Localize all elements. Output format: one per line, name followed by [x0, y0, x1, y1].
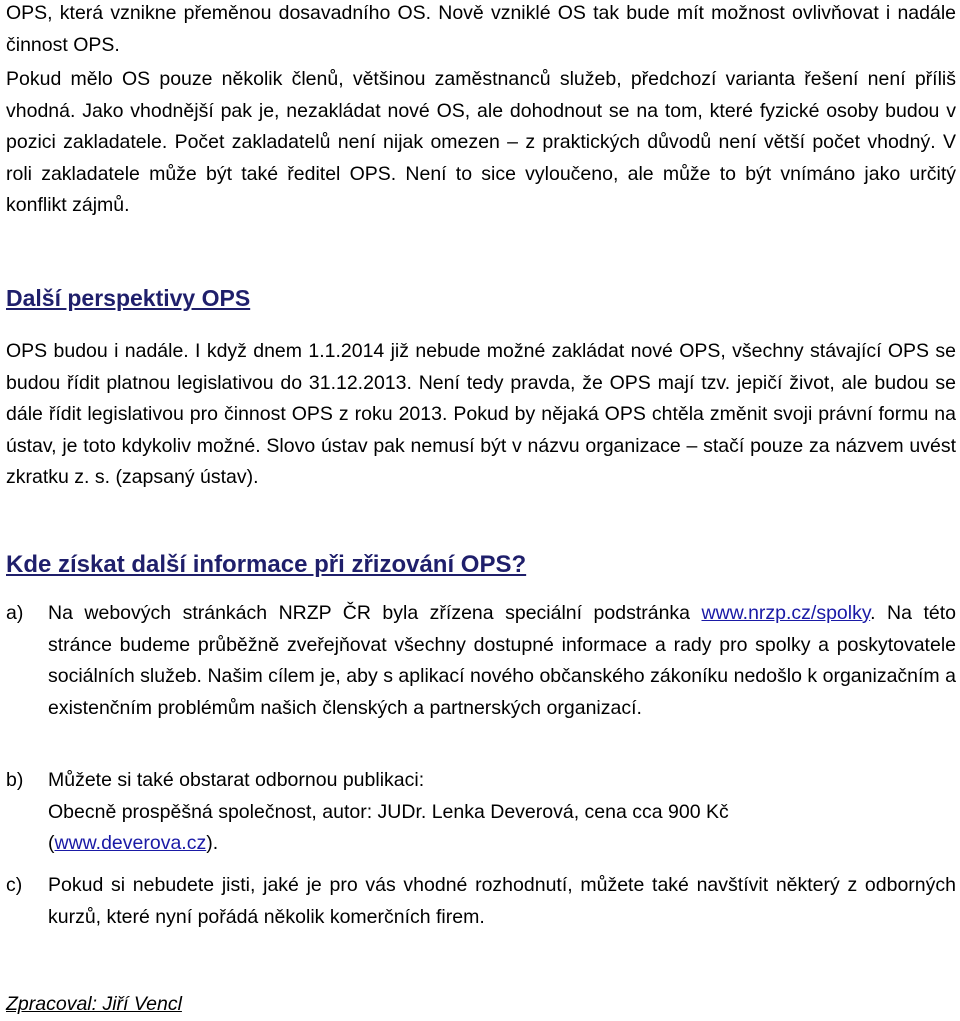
heading-perspectives: Další perspektivy OPS	[6, 285, 251, 311]
publication-intro: Můžete si také obstarat odbornou publikaci:	[48, 769, 425, 791]
publication-details: Obecně prospěšná společnost, autor: JUDr. Lenka Deverová, cena cca 900 Kč	[48, 800, 729, 823]
list-body-b	[48, 765, 956, 860]
paragraph-perspectives: OPS budou i nadále. I když dnem 1.1.2014 již nebude možné zakládat nové OPS, všechny stávající OPS se budou řídit platnou legislativou do 31.12.2013. Není tedy pravda, že OPS mají tzv. jepičí život, ale budou se dále řídit legislativou pro činnost OPS z roku 2013. Pokud by nějaká OPS chtěla změnit svoji právní formu na ústav, je toto kdykoliv možné. Slovo ústav pak nemusí být v názvu organizace – stačí pouze za názvem uvést zkratku z. s. (zapsaný ústav).	[6, 340, 956, 488]
paragraph-founders: Pokud mělo OS pouze několik členů, většinou zaměstnanců služeb, předchozí varianta řešení není příliš vhodná. Jako vhodnější pak je, nezakládat nové OS, ale dohodnout se na tom, které fyzické osoby budou v pozici zakladatele. Počet zakladatelů není nijak omezen – z praktických důvodů není větší počet vhodný. V roli zakladatele může být také ředitel OPS. Není to sice vyloučeno, ale může to být vnímáno jako určitý konflikt zájmů.	[6, 68, 956, 216]
list-item-c	[6, 870, 956, 933]
list-a-text-before: Na webových stránkách NRZP ČR byla zřízena speciální podstránka	[48, 602, 702, 624]
list-marker-b: b)	[6, 769, 24, 791]
list-marker-a: a)	[6, 602, 24, 624]
list-item-b	[6, 765, 956, 860]
list-item-a	[6, 598, 956, 724]
list-body-c: Pokud si nebudete jisti, jaké je pro vás vhodné rozhodnutí, můžete také navštívit některý z odborných kurzů, které nyní pořádá několik komerčních firem.	[48, 874, 956, 928]
heading-more-info: Kde získat další informace při zřizování OPS?	[6, 551, 527, 578]
paren-close: ).	[206, 832, 219, 854]
deverova-link[interactable]: www.deverova.cz	[54, 832, 207, 854]
list-body-a	[48, 598, 956, 724]
list-marker-c: c)	[6, 874, 23, 896]
paren-open: (	[48, 832, 55, 854]
nrzp-link[interactable]: www.nrzp.cz/spolky	[701, 602, 871, 624]
paragraph-intro: OPS, která vznikne přeměnou dosavadního OS. Nově vzniklé OS tak bude mít možnost ovlivňovat i nadále činnost OPS.	[6, 2, 956, 56]
author-credit: Zpracoval: Jiří Vencl	[6, 993, 182, 1015]
list-a-text-after: . Na této stránce budeme průběžně zveřejňovat všechny dostupné informace a rady pro spolky a poskytovatele sociálních služeb. Našim cílem je, aby s aplikací nového občanského zákoníku nedošlo k organizačním a existenčním problémům našich členských a partnerských organizací.	[48, 602, 956, 719]
